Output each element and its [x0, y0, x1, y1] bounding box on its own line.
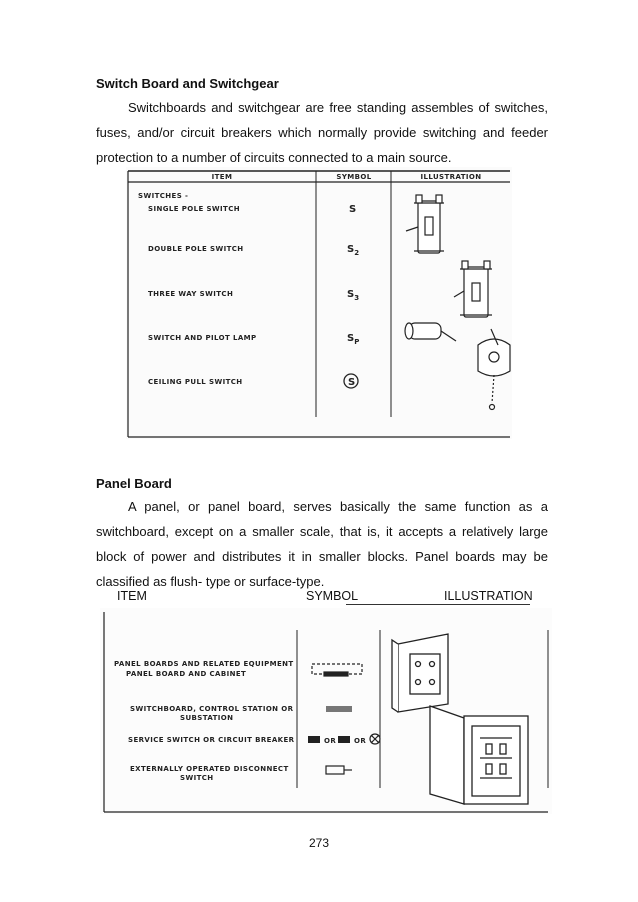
row-item-pilot-lamp: SWITCH AND PILOT LAMP: [148, 334, 257, 342]
group-label-switches: SWITCHES -: [138, 192, 189, 200]
paragraph-line: A panel, or panel board, serves basically the same function as a: [128, 499, 548, 514]
header-item: ITEM: [117, 589, 147, 603]
symbol-letter: S: [347, 244, 355, 255]
row-line-substation: SUBSTATION: [180, 714, 234, 722]
or-label: OR: [324, 737, 337, 745]
panel-board-symbol-table: [100, 608, 552, 814]
section-heading-panel-board: Panel Board: [96, 476, 172, 491]
column-header-item: ITEM: [211, 173, 233, 181]
symbol-single-pole: S: [349, 204, 357, 215]
paragraph-line: Switchboards and switchgear are free standing assembles of switches,: [128, 100, 548, 115]
paragraph-line: switchboard, except on a smaller scale, that is, it accepts a relatively large block of: [96, 524, 548, 564]
paragraph-line: fuses, and/or circuit breakers which normally provide switching and feeder: [96, 125, 548, 140]
row-item-single-pole: SINGLE POLE SWITCH: [148, 205, 241, 213]
header-underline: [346, 604, 530, 605]
symbol-letter: S: [347, 333, 355, 344]
row-item-three-way: THREE WAY SWITCH: [148, 290, 234, 298]
switches-symbol-table: [126, 167, 512, 439]
row-line-panel-cabinet: PANEL BOARD AND CABINET: [126, 670, 247, 678]
row-line-service-switch: SERVICE SWITCH OR CIRCUIT BREAKER: [128, 736, 295, 744]
row-item-ceiling-pull: CEILING PULL SWITCH: [148, 378, 243, 386]
panel-cabinet-illustration: [392, 634, 448, 712]
symbol-letter: S: [347, 289, 355, 300]
symbol-subscript: 3: [354, 294, 360, 302]
symbol-subscript: P: [354, 338, 360, 346]
symbol-letter: S: [348, 377, 356, 388]
paragraph-line: protection to a number of circuits connected to a main source.: [96, 150, 452, 165]
row-line-externally-operated: EXTERNALLY OPERATED DISCONNECT: [130, 765, 289, 773]
paragraph-switchboard: [96, 95, 548, 170]
section-heading-switchboard: Switch Board and Switchgear: [96, 76, 279, 91]
header-symbol: SYMBOL: [306, 589, 359, 603]
row-line-switchboard: SWITCHBOARD, CONTROL STATION OR: [130, 705, 294, 713]
column-header-illustration: ILLUSTRATION: [420, 173, 482, 181]
open-panel-illustration: [430, 706, 528, 804]
column-header-symbol: SYMBOL: [336, 173, 372, 181]
or-label: OR: [354, 737, 367, 745]
paragraph-panel-board: [96, 494, 548, 594]
paragraph-line: power and distributes it in smaller blocks. Panel boards may be classified as flush-: [96, 549, 548, 589]
header-illustration: ILLUSTRATION: [444, 589, 533, 603]
row-line-switch: SWITCH: [180, 774, 214, 782]
paragraph-line: type or surface-type.: [205, 574, 325, 589]
row-line-panel-boards: PANEL BOARDS AND RELATED EQUIPMENT: [114, 660, 294, 668]
symbol-subscript: 2: [354, 249, 360, 257]
page-number: 273: [308, 836, 330, 850]
switchboard-symbol: [326, 706, 352, 712]
row-item-double-pole: DOUBLE POLE SWITCH: [148, 245, 244, 253]
